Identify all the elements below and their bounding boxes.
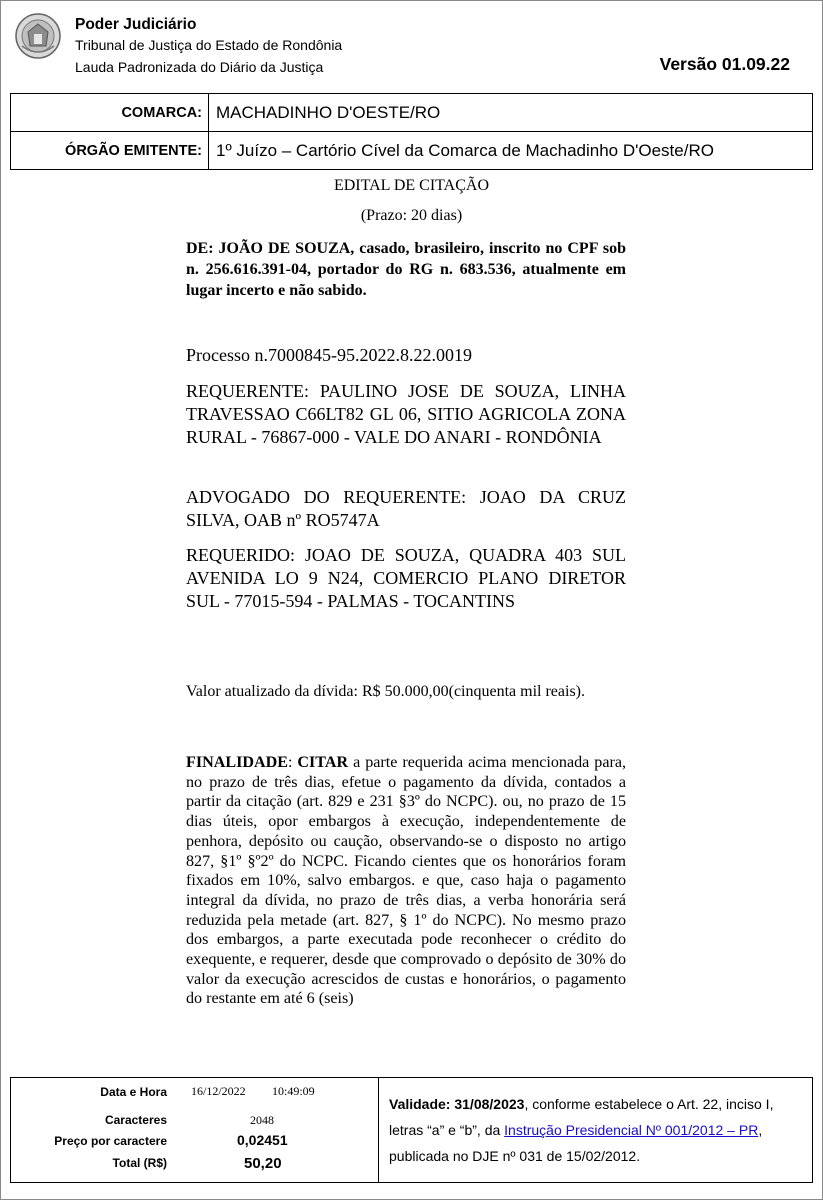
info-table <box>10 93 813 170</box>
validade-label: Validade: 31/08/2023 <box>389 1096 525 1112</box>
validade-text-2: , publicada no DJE nº 031 de 15/02/2012. <box>389 1122 763 1164</box>
data-hora-label: Data e Hora <box>100 1085 167 1099</box>
preco-label: Preço por caractere <box>54 1134 167 1148</box>
finalidade-label: FINALIDADE <box>186 754 288 771</box>
caracteres-value: 2048 <box>250 1113 274 1127</box>
processo-number: Processo n.7000845-95.2022.8.22.0019 <box>186 345 472 365</box>
total-value: 50,20 <box>244 1155 282 1172</box>
requerente: REQUERENTE: PAULINO JOSE DE SOUZA, LINHA TRAVESSAO C66LT82 GL 06, SITIO AGRICOLA ZONA RURAL - 76867-000 - VALE DO ANARI - RONDÔNIA <box>186 381 626 447</box>
edital-prazo: (Prazo: 20 dias) <box>360 207 463 224</box>
edital-title: EDITAL DE CITAÇÃO <box>333 177 490 194</box>
header-subtitle: Lauda Padronizada do Diário da Justiça <box>75 59 324 75</box>
footer-divider <box>378 1078 379 1182</box>
requerido: REQUERIDO: JOAO DE SOUZA, QUADRA 403 SUL AVENIDA LO 9 N24, COMERCIO PLANO DIRETOR SUL - 77015-594 - PALMAS - TOCANTINS <box>186 545 626 611</box>
orgao-value: 1º Juízo – Cartório Cível da Comarca de Machadinho D'Oeste/RO <box>209 132 813 170</box>
footer-box <box>10 1077 813 1183</box>
advogado: ADVOGADO DO REQUERENTE: JOAO DA CRUZ SILVA, OAB nº RO5747A <box>186 487 626 530</box>
orgao-label: ÓRGÃO EMITENTE: <box>11 132 209 170</box>
instrucao-presidencial-link[interactable]: Instrução Presidencial Nº 001/2012 – PR <box>504 1122 759 1138</box>
valor-divida: Valor atualizado da dívida: R$ 50.000,00(cinquenta mil reais). <box>186 683 585 700</box>
validade-notice <box>389 1091 799 1169</box>
orgao-row <box>11 132 813 170</box>
finalidade-paragraph <box>186 753 626 1009</box>
comarca-value: MACHADINHO D'OESTE/RO <box>209 94 813 132</box>
footer-time: 10:49:09 <box>272 1084 315 1098</box>
footer-date: 16/12/2022 <box>191 1084 246 1098</box>
court-seal-icon <box>14 12 62 60</box>
header-title: Poder Judiciário <box>75 16 197 33</box>
finalidade-text: a parte requerida acima mencionada para, no prazo de três dias, efetue o pagamento da dívida, contados a partir da citação (art. 829 e 231 §3º do NCPC). ou, no prazo de 15 dias úteis, opor embargos à execução, independentemente de penhora, depósito ou caução, observando-se o disposto no artigo 827, §1º §º2º do NCPC. Ficando cientes que os honorários foram fixados em 10%, salvo embargos. e que, caso haja o pagamento integral da dívida, no prazo de três dias, a verba honorária será reduzida pela metade (art. 827, § 1º do NCPC). No mesmo prazo dos embargos, a parte executada pode reconhecer o crédito do exequente, e requerer, desde que comprovado o depósito de 30% do valor da execução acrescidos de custas e honorários, o pagamento do restante em até 6 (seis) <box>186 754 626 1008</box>
preco-value: 0,02451 <box>237 1132 288 1148</box>
caracteres-label: Caracteres <box>104 1113 167 1127</box>
comarca-row <box>11 94 813 132</box>
finalidade-sep: : <box>287 754 298 771</box>
total-label: Total (R$) <box>112 1156 167 1170</box>
validade-text-1: , conforme estabelece o Art. 22, inciso I, letras “a” e “b”, da <box>389 1096 774 1138</box>
citar-label: CITAR <box>297 754 349 771</box>
edital-de: DE: JOÃO DE SOUZA, casado, brasileiro, inscrito no CPF sob n. 256.616.391-04, portador do RG n. 683.536, atualmente em lugar incerto e não sabido. <box>186 240 626 299</box>
header-court: Tribunal de Justiça do Estado de Rondônia <box>75 37 343 53</box>
comarca-label: COMARCA: <box>11 94 209 132</box>
version-label: Versão 01.09.22 <box>659 54 790 74</box>
